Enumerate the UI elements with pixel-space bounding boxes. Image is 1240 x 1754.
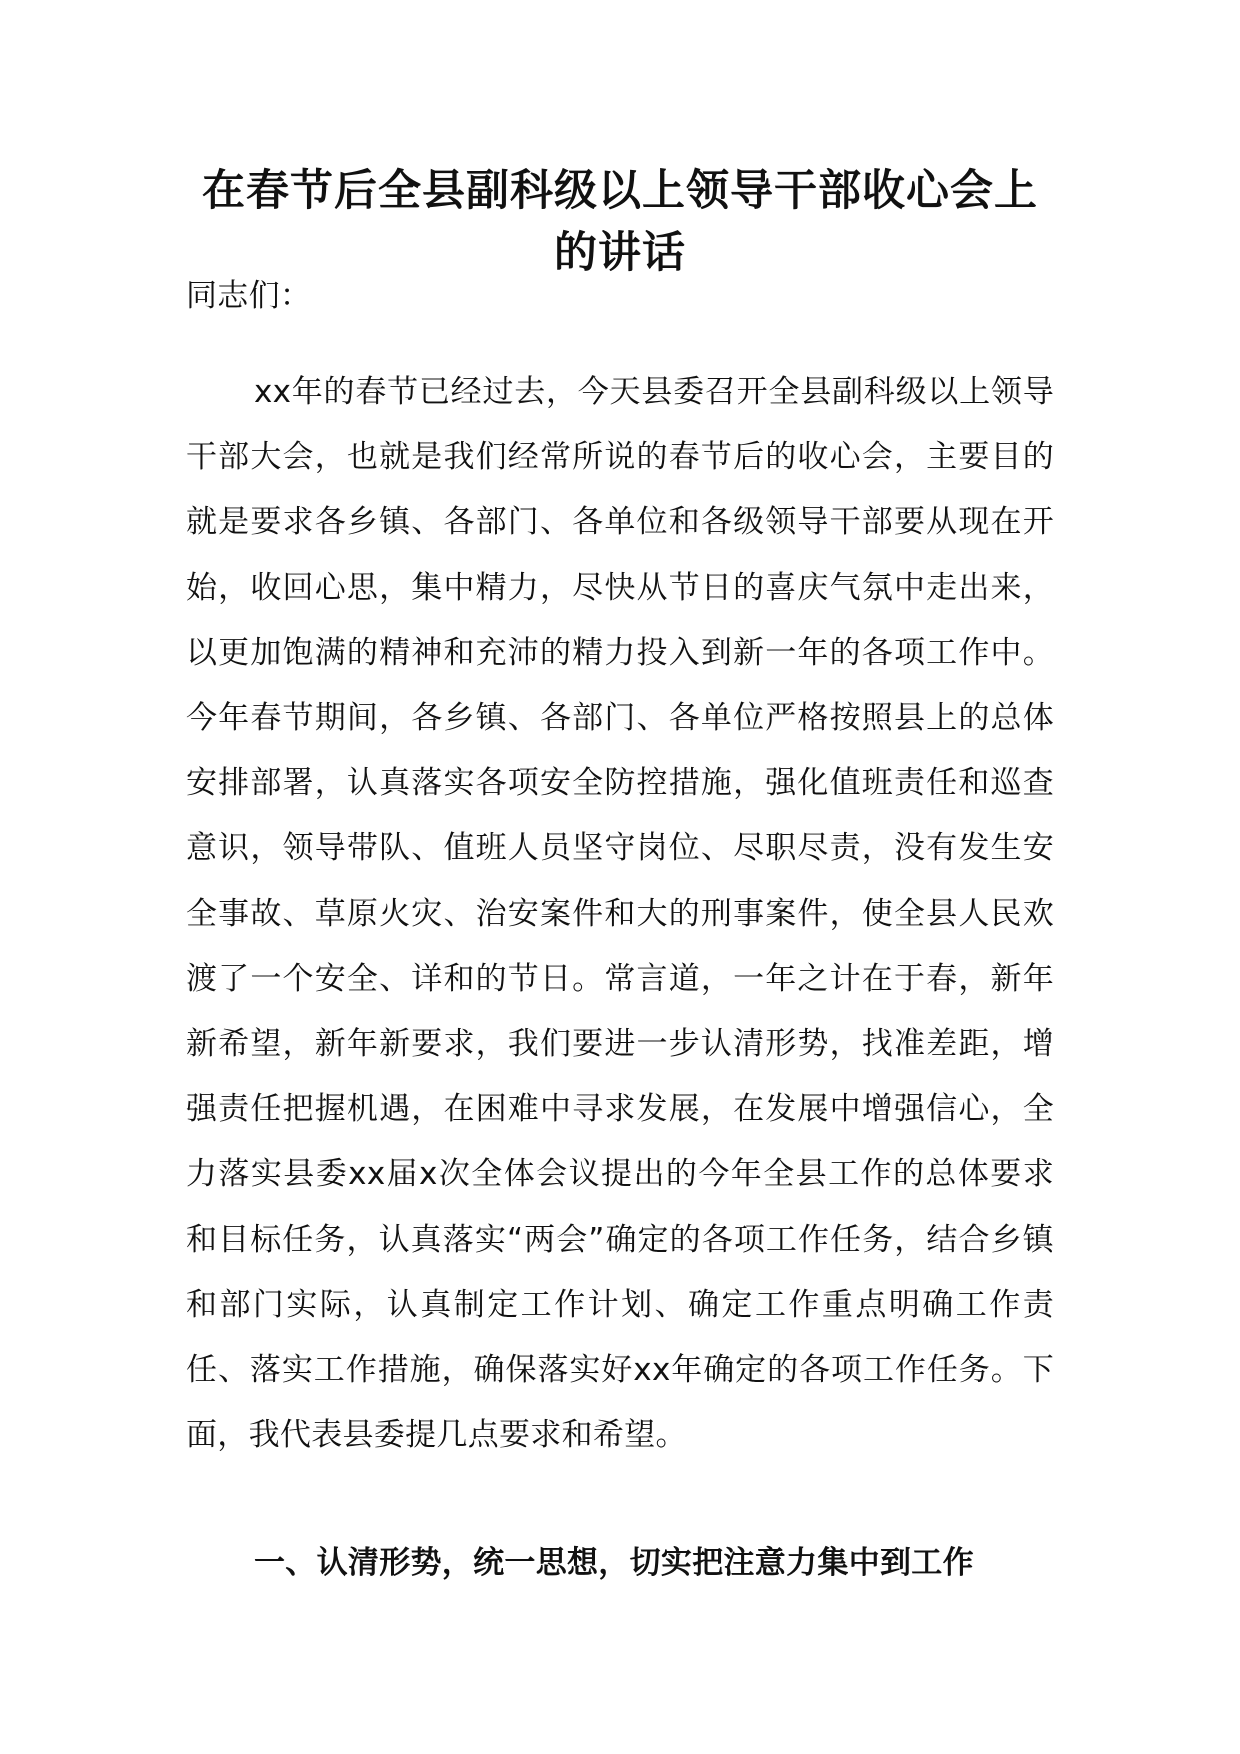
document-title: 在春节后全县副科级以上领导干部收心会上的讲话 — [202, 166, 1038, 278]
salutation: 同志们： — [186, 278, 312, 314]
body-paragraph: xx年的春节已经过去，今天县委召开全县副科级以上领导干部大会，也就是我们经常所说的春节后的收心会，主要目的就是要求各乡镇、各部门、各单位和各级领导干部要从现在开始，收回心思，集中精力，尽快从节日的喜庆气氛中走出来，以更加饱满的精神和充沛的精力投入到新一年的各项工作中。今年春节期间，各乡镇、各部门、各单位严格按照县上的总体安排部署，认真落实各项安全防控措施，强化值班责任和巡查意识，领导带队、值班人员坚守岗位、尽职尽责，没有发生安全事故、草原火灾、治安案件和大的刑事案件，使全县人民欢渡了一个安全、详和的节日。常言道，一年之计在于春，新年新希望，新年新要求，我们要进一步认清形势，找准差距，增强责任把握机遇，在困难中寻求发展，在发展中增强信心，全力落实县委xx届x次全体会议提出的今年全县工作的总体要求和目标任务，认真落实“两会”确定的各项工作任务，结合乡镇和部门实际，认真制定工作计划、确定工作重点明确工作责任、落实工作措施，确保落实好xx年确定的各项工作任务。下面，我代表县委提几点要求和希望。 — [186, 374, 1054, 1454]
section-heading: 一、认清形势，统一思想，切实把注意力集中到工作 — [254, 1545, 974, 1581]
